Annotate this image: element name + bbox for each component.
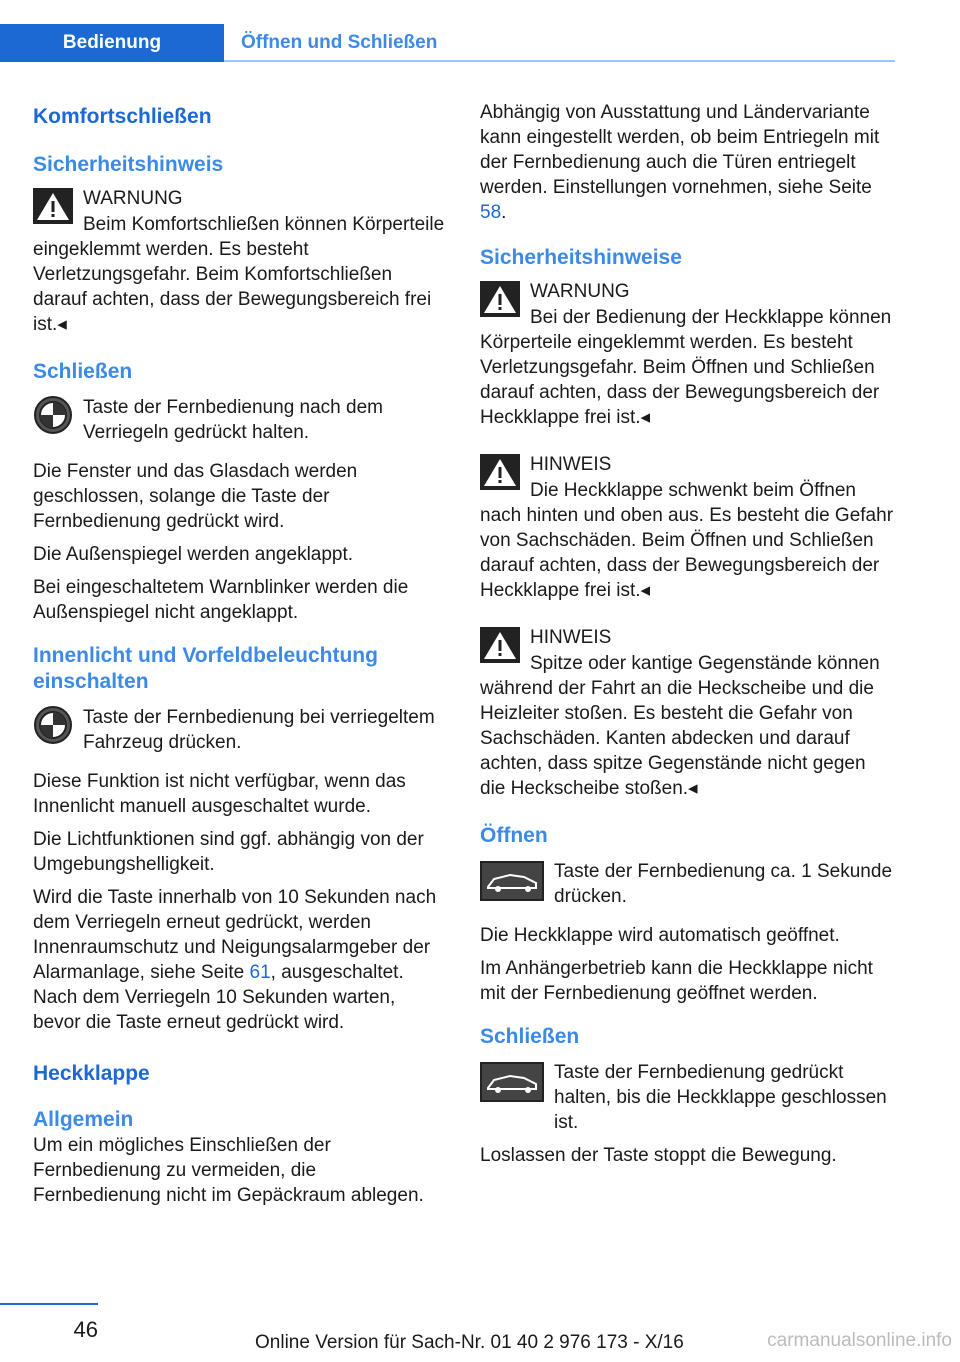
key-instruction-text: Taste der Fernbedienung bei verriegeltem Fahrzeug drücken. <box>83 707 435 753</box>
paragraph: Abhängig von Ausstattung und Ländervariante kann eingestellt werden, ob beim Entriegeln mit der Fernbedienung auch die Türen entriegelt werden. Einstellungen vornehmen, siehe Seite 58. <box>480 102 880 223</box>
warning-block <box>480 279 894 430</box>
key-instruction <box>480 859 894 909</box>
heading-heckklappe: Heckklappe <box>33 1062 150 1085</box>
right-column <box>480 100 894 1176</box>
online-version-note: Online Version für Sach-Nr. 01 40 2 976 173 - X/16 <box>255 1332 684 1353</box>
paragraph: Wird die Taste innerhalb von 10 Sekunden nach dem Verriegeln erneut gedrückt, werden Innenraumschutz und Neigungsalarmgeber der Alarmanlage, siehe Seite 61, ausgeschaltet. Nach dem Verriegeln 10 Sekunden warten, bevor die Taste erneut gedrückt wird. <box>33 887 437 1033</box>
paragraph: Die Heckklappe wird automatisch geöffnet. <box>480 925 840 946</box>
warning-label: WARNUNG <box>530 281 630 302</box>
warning-triangle-icon <box>480 281 520 317</box>
page-number: 46 <box>0 1303 98 1343</box>
paragraph: Loslassen der Taste stoppt die Bewegung. <box>480 1145 837 1166</box>
page-header <box>0 0 895 62</box>
heading-sicherheitshinweise: Sicherheitshinweise <box>480 246 682 269</box>
warning-text: Beim Komfortschließen können Körperteile eingeklemmt werden. Es besteht Verletzungsgefahr. Beim Komfortschließen darauf achten, dass der Bewegungsbereich frei ist.◂ <box>33 214 445 335</box>
heading-komfortschliessen: Komfortschließen <box>33 105 212 128</box>
heading-allgemein: Allgemein <box>33 1108 134 1131</box>
warning-label: WARNUNG <box>83 188 183 209</box>
bmw-key-icon <box>33 395 73 435</box>
section-tab[interactable]: Öffnen und Schließen <box>241 32 438 53</box>
warning-triangle-icon <box>480 454 520 490</box>
page-link[interactable]: 61 <box>249 962 271 983</box>
notice-text: Die Heckklappe schwenkt beim Öffnen nach hinten und oben aus. Es besteht die Gefahr von Sachschäden. Beim Öffnen und Schließen darauf achten, dass der Bewegungsbereich der Heckklappe frei ist.◂ <box>480 480 894 601</box>
warning-block <box>33 186 447 337</box>
paragraph: Um ein mögliches Einschließen der Fernbedienung zu vermeiden, die Fernbedienung nicht im Gepäckraum ablegen. <box>33 1135 424 1206</box>
notice-text: Spitze oder kantige Gegenstände können während der Fahrt an die Heckscheibe und die Heizleiter stoßen. Es besteht die Gefahr von Sachschäden. Kanten abdecken und darauf achten, dass spitze Gegenstände nicht gegen die Heckscheibe stoßen.◂ <box>480 653 880 799</box>
heading-schliessen-right: Schließen <box>480 1025 580 1048</box>
watermark: carmanualsonline.info <box>767 1330 952 1351</box>
key-instruction-text: Taste der Fernbedienung gedrückt halten, bis die Heckklappe geschlossen ist. <box>554 1062 887 1133</box>
key-instruction-text: Taste der Fernbedienung nach dem Verriegeln gedrückt halten. <box>83 397 383 443</box>
heading-innenlicht: Innenlicht und Vorfeldbeleuchtung einschalten <box>33 644 378 693</box>
page-link[interactable]: 58 <box>480 202 502 223</box>
header-rule <box>224 60 895 62</box>
heading-oeffnen: Öffnen <box>480 824 548 847</box>
key-instruction <box>480 1060 894 1135</box>
key-instruction-text: Taste der Fernbedienung ca. 1 Sekunde drücken. <box>554 861 893 907</box>
warning-triangle-icon <box>480 627 520 663</box>
paragraph: Diese Funktion ist nicht verfügbar, wenn das Innenlicht manuell ausgeschaltet wurde. <box>33 771 406 817</box>
warning-triangle-icon <box>33 188 73 224</box>
heading-schliessen: Schließen <box>33 360 133 383</box>
notice-label: HINWEIS <box>530 627 612 648</box>
paragraph: Im Anhängerbetrieb kann die Heckklappe nicht mit der Fernbedienung geöffnet werden. <box>480 958 873 1004</box>
warning-text: Bei der Bedienung der Heckklappe können Körperteile eingeklemmt werden. Es besteht Verletzungsgefahr. Beim Öffnen und Schließen darauf achten, dass der Bewegungsbereich der Heckklappe frei ist.◂ <box>480 307 892 428</box>
tailgate-button-icon <box>480 861 544 901</box>
bmw-key-icon <box>33 705 73 745</box>
left-column <box>33 100 447 1216</box>
paragraph: Die Lichtfunktionen sind ggf. abhängig von der Umgebungshelligkeit. <box>33 829 424 875</box>
paragraph: Bei eingeschaltetem Warnblinker werden die Außenspiegel nicht angeklappt. <box>33 577 409 623</box>
tailgate-button-icon <box>480 1062 544 1102</box>
key-instruction <box>33 395 447 445</box>
paragraph: Die Außenspiegel werden angeklappt. <box>33 544 354 565</box>
chapter-tab[interactable]: Bedienung <box>0 24 224 62</box>
notice-label: HINWEIS <box>530 454 612 475</box>
notice-block <box>480 625 894 801</box>
heading-sicherheitshinweis: Sicherheitshinweis <box>33 153 224 176</box>
paragraph: Die Fenster und das Glasdach werden geschlossen, solange die Taste der Fernbedienung gedrückt wird. <box>33 461 358 532</box>
notice-block <box>480 452 894 603</box>
key-instruction <box>33 705 447 755</box>
